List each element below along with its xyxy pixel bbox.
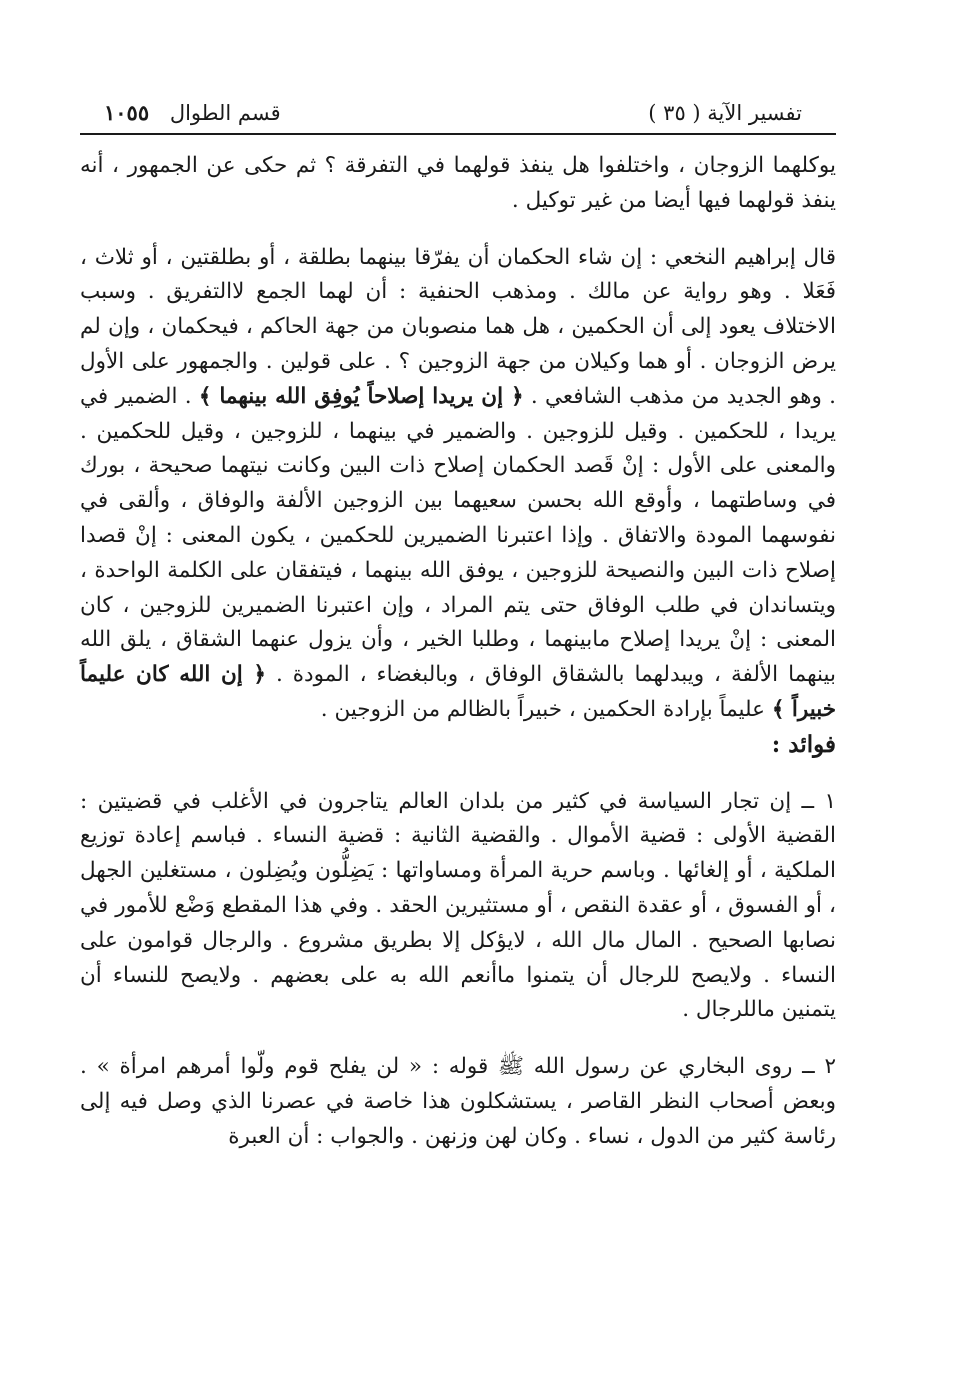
- chapter-title: تفسير الآية ( ٣٥ ): [648, 101, 802, 125]
- paragraph-3: ١ ــ إن تجار السياسة في كثير من بلدان العالم يتاجرون في الأغلب في قضيتين : القضية الأولى : قضية الأموال . والقضية الثانية : قضية النساء . فباسم إعادة توزيع الملكية ، أو إلغائها . وباسم حرية المرأة ومساواتها : يَضِلُّون ويُضِلون ، مستغلين الجهل ، أو الفسوق ، أو عقدة النقص ، أو مستثيرين الحقد . وفي هذا المقطع وَضْع للأمور في نصابها الصحيح . المال مال الله ، لايؤكل إلا بطريق مشروع . والرجال قوامون على النساء . ولايصح للرجال أن يتمنوا ماأنعم الله به على بعضهم . ولايصح للنساء أن يتمنين ماللرجال .: [80, 788, 836, 1023]
- paragraph-4: ٢ ــ روى البخاري عن رسول الله ﷺ قوله : « لن يفلح قوم ولّوا أمرهم امرأة » . وبعض أصحاب النظر القاصر ، يستشكلون هذا خاصة في عصرنا الذي وصل فيه إلى رئاسة كثير من الدول ، نساء . وكان لهن وزنهن . والجواب : أن العبرة: [80, 1054, 836, 1149]
- quran-verse-1: ﴿ إن يريدا إصلاحاً يُوفِق الله بينهما ﴾: [198, 383, 524, 409]
- section-heading: فوائد :: [771, 730, 836, 758]
- paragraph-2-text-b: . الضمير في يريدا ، للحكمين . وقيل للزوجين . والضمير في بينهما ، للزوجين ، وقيل للحكمين . والمعنى على الأول : إنْ قَصد الحكمان إصلاح ذات البين وكانت نيتهما صحيحة ، بورك في وساطتهما ، وأوقع الله بحسن سعيهما بين الزوجين الألفة والوفاق ، وألقى في نفوسهما المودة والاتفاق . وإذا اعتبرنا الضميرين للحكمين ، يكون المعنى : إنْ قصدا إصلاح ذات البين والنصيحة للزوجين ، يوفق الله بينهما ، فيتفقان على الكلمة الواحدة ، ويتساندان في طلب الوفاق حتى يتم المراد ، وإن اعتبرنا الضميرين للزوجين ، كان المعنى : إنْ يريدا إصلاح مابينهما ، وطلبا الخير ، وأن يزول عنهما الشقاق ، يلق الله بينهما الألفة ، ويبدلهما بالشقاق الوفاق ، وبالبغضاء ، المودة .: [80, 383, 836, 688]
- section-title: قسم الطوال: [169, 101, 281, 125]
- running-header: [104, 100, 802, 125]
- page-number: ١٠٥٥: [104, 100, 150, 125]
- paragraph-2: [80, 241, 836, 728]
- paragraph-2-text-c: عليماً بإرادة الحكمين ، خبيراً بالظالم من الزوجين .: [320, 696, 765, 722]
- page-body: [80, 149, 836, 1155]
- paragraph-1: يوكلهما الزوجان ، واختلفوا هل ينفذ قولهما في التفرقة ؟ ثم حكى عن الجمهور ، أنه ينفذ قولهما فيها أيضا من غير توكيل .: [80, 153, 836, 213]
- section-title-group: [104, 100, 281, 125]
- paragraph-2-text-a: قال إبراهيم النخعي : إن شاء الحكمان أن يفرّقا بينهما بطلقة ، أو بطلقتين ، أو ثلاث ، فَعَلا . وهو رواية عن مالك . ومذهب الحنفية : أن لهما الجمع لاالتفريق . وسبب الاختلاف يعود إلى أن الحكمين ، هل هما منصوبان من جهة الحاكم ، فيحكمان ، وإن لم يرض الزوجان . أو هما وكيلان من جهة الزوجين ؟ . على قولين . والجمهور على الأول . وهو الجديد من مذهب الشافعي .: [80, 244, 836, 409]
- quran-verse-2: ﴿ إن الله كان عليماً خبيراً ﴾: [80, 662, 836, 722]
- header-rule: [80, 133, 836, 135]
